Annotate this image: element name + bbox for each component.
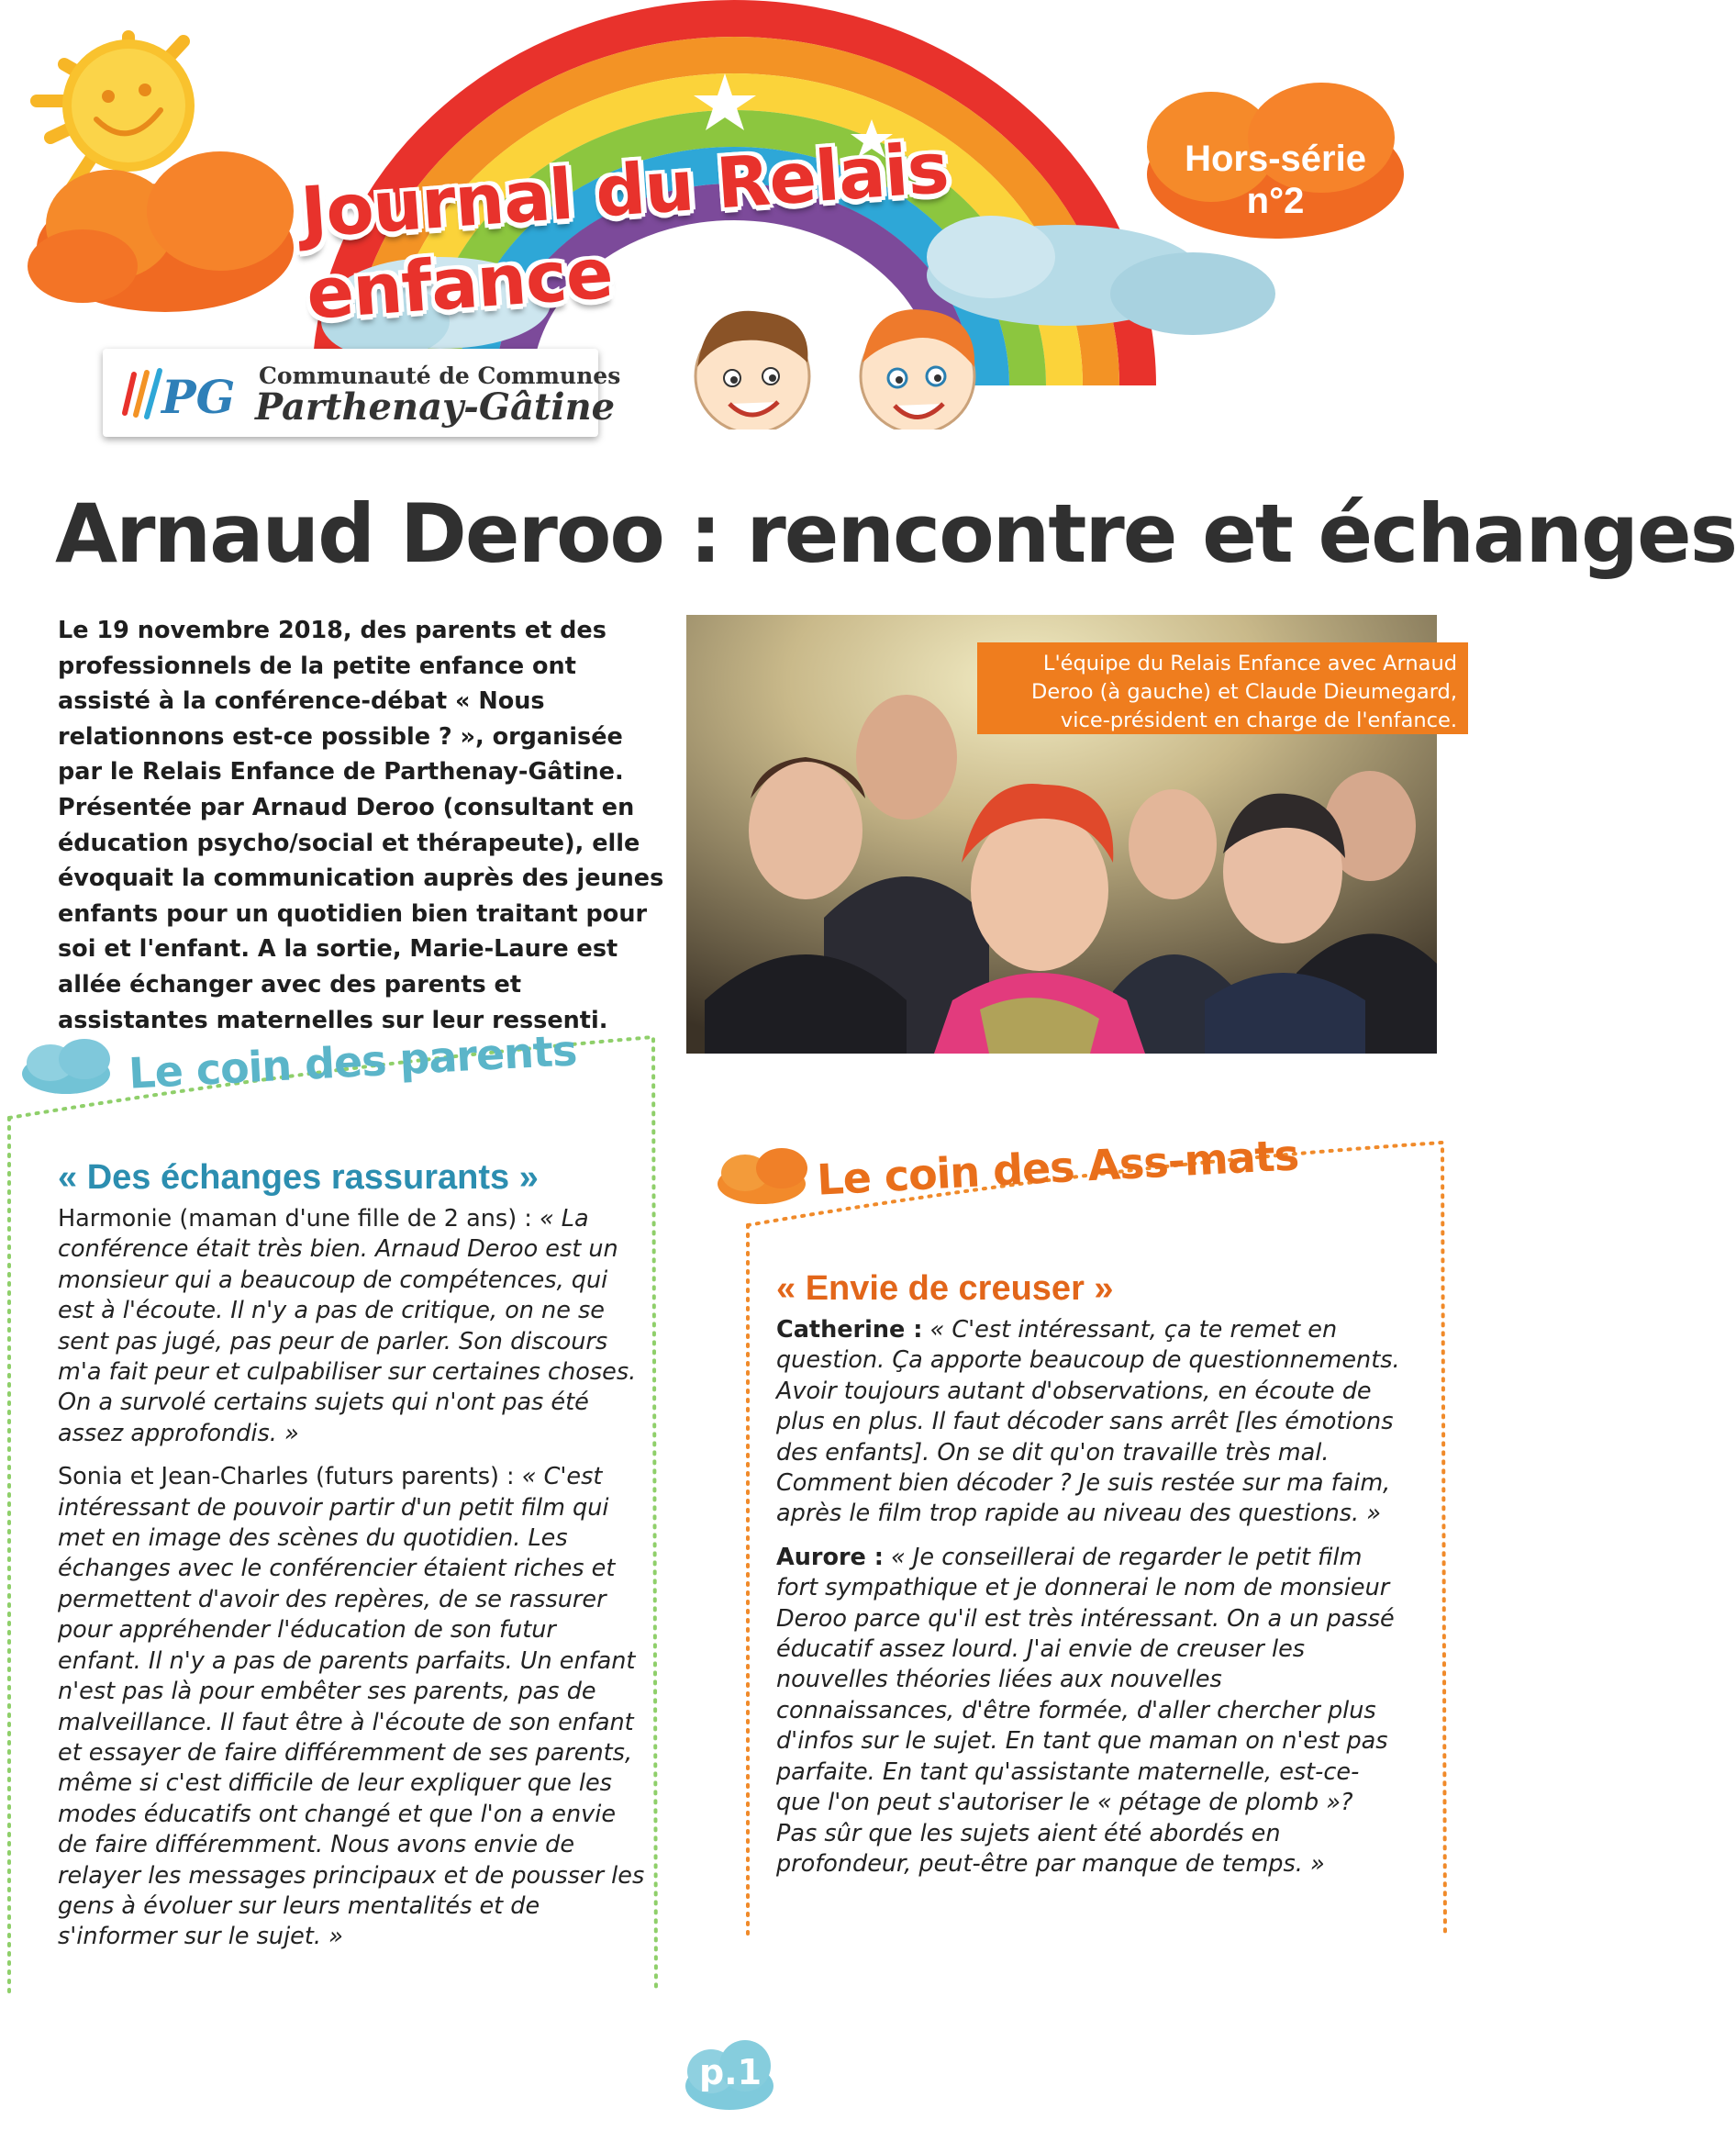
issue-badge-line2: n°2 <box>1246 181 1305 221</box>
teal-cloud-icon <box>22 1039 110 1094</box>
testimonial <box>58 1204 645 1449</box>
orange-cloud-icon <box>718 1148 807 1204</box>
testimonial <box>58 1462 645 1953</box>
assmats-subheading: « Envie de creuser » <box>776 1269 1114 1308</box>
testimonial-speaker: Aurore : <box>776 1543 884 1571</box>
pg-logo-icon <box>106 349 262 437</box>
page-number: p.1 <box>698 2052 762 2092</box>
testimonial-speaker: Sonia et Jean-Charles (futurs parents) : <box>58 1463 515 1491</box>
testimonial-quote: « C'est intéressant de pouvoir partir d'un petit film qui met en image des scènes du quotidien. Les échanges avec le conférencier étaient riches et permettent d'avoir des repères, de se rassurer pour appréhender l'éducation de son futur enfant. Il n'y a pas de parents parfaits. Un enfant n'est pas là pour embêter ses parents, pas de malveillance. Il faut être à l'écoute de son enfant et essayer de faire différemment de ses parents, même si c'est difficile de leur expliquer que les modes éducatifs ont changé et que l'on a envie de faire différemment. Nous avons envie de relayer les messages principaux et de pousser les gens à évoluer sur leurs mentalités et de s'informer sur le sujet. » <box>58 1463 645 1951</box>
parents-section-heading: Le coin des parents <box>127 1025 578 1099</box>
testimonial <box>776 1543 1400 1880</box>
children-illustration <box>679 309 991 459</box>
parents-subheading: « Des échanges rassurants » <box>58 1158 539 1197</box>
testimonial-quote: « C'est intéressant, ça te remet en question. Ça apporte beaucoup de questionnements. Avoir toujours autant d'observations, en écoute de plus en plus. Il faut décoder sans arrêt [les émotions des enfants]. On se dit qu'on travaille très mal. Comment bien décoder ? Je suis restée sur ma faim, après le film trop rapide au niveau des questions. » <box>776 1316 1400 1528</box>
article-intro: Le 19 novembre 2018, des parents et des professionnels de la petite enfance ont assisté à la conférence-débat « Nous relationnons est-ce possible ? », organisée par le Relais Enfance de Parthenay-Gâtine. Présentée par Arnaud Deroo (consultant en éducation psycho/social et thérapeute), elle évoquait la communication auprès des jeunes enfants pour un quotidien bien traitant pour soi et l'enfant. A la sortie, Marie-Laure est allée échanger avec des parents et assistantes maternelles sur leur ressenti. <box>58 617 664 1034</box>
testimonial <box>776 1315 1400 1530</box>
photo-caption: L'équipe du Relais Enfance avec Arnaud Deroo (à gauche) et Claude Dieumegard, vice-président en charge de l'enfance. <box>977 642 1468 734</box>
parents-testimonials <box>58 1204 645 1966</box>
pg-logo-mark: PG <box>161 370 236 424</box>
testimonial-speaker: Catherine : <box>776 1316 923 1344</box>
issue-badge <box>1179 138 1372 222</box>
assmats-testimonials <box>776 1315 1400 1892</box>
testimonial-speaker: Harmonie (maman d'une fille de 2 ans) : <box>58 1205 532 1233</box>
assmats-section-heading: Le coin des Ass-mats <box>815 1130 1300 1205</box>
article-title: Arnaud Deroo : rencontre et échanges <box>55 486 1736 581</box>
logo-line1: Communauté de Communes <box>259 363 621 389</box>
logo-line2: Parthenay-Gâtine <box>255 385 616 429</box>
issue-badge-line1: Hors-série <box>1185 139 1366 179</box>
testimonial-quote: « La conférence était très bien. Arnaud Deroo est un monsieur qui a beaucoup de compétences, qui est à l'écoute. Il n'y a pas de critique, on ne se sent pas jugé, pas peur de parler. Son discours m'a fait peur et culpabiliser sur certaines choses. On a survolé certains sujets qui n'ont pas été assez approfondis. » <box>58 1205 637 1447</box>
left-cloud-shape <box>28 151 294 312</box>
journal-title: Journal du Relais enfance <box>297 127 951 335</box>
testimonial-quote: « Je conseillerai de regarder le petit film fort sympathique et je donnerai le nom de monsieur Deroo parce qu'il est très intéressant. On a un passé éducatif assez lourd. J'ai envie de creuser les nouvelles théories liées aux nouvelles connaissances, d'être formée, d'aller chercher plus d'infos sur le sujet. En tant que maman on n'est pas parfaite. En tant qu'assistante maternelle, est-ce-que l'on peut s'autoriser le « pétage de plomb »? Pas sûr que les sujets aient été abordés en profondeur, peut-être par manque de temps. » <box>776 1543 1395 1878</box>
